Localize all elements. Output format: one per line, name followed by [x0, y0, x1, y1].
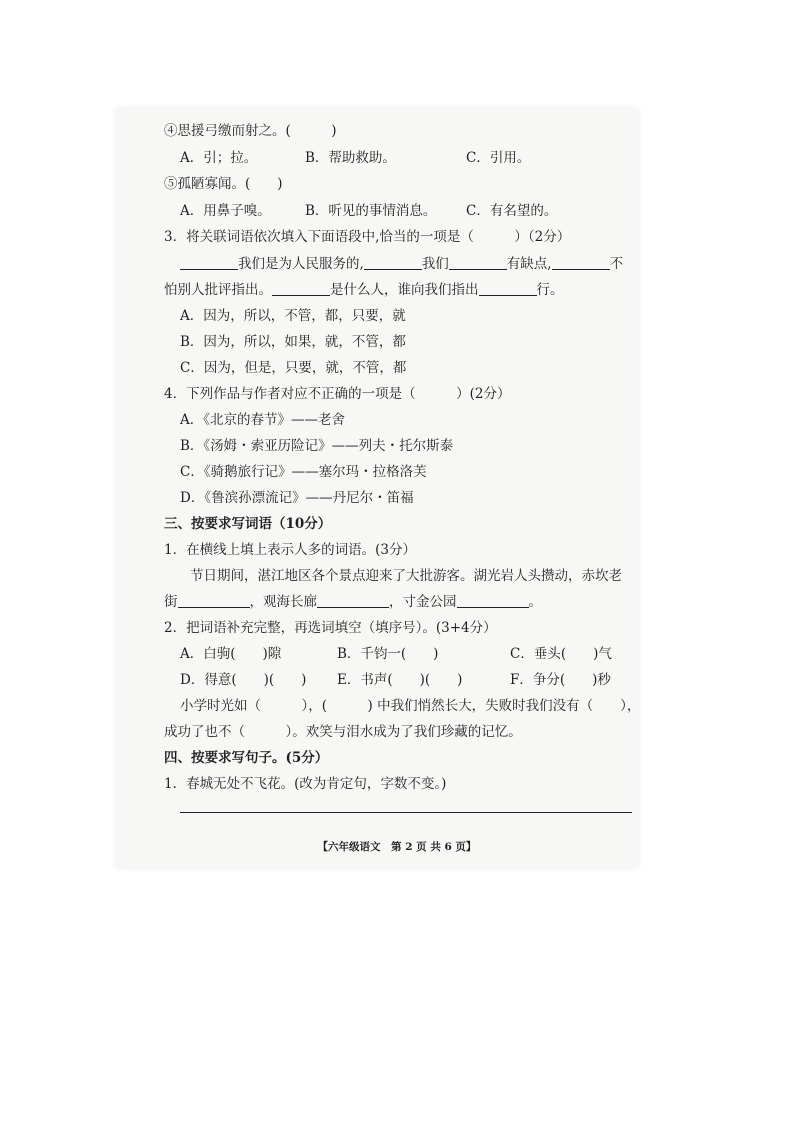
question-3-option-a: A．因为，所以，不管，都，只要，就	[180, 308, 406, 324]
section-3-q1-passage-1: 节日期间，湛江地区各个景点迎来了大批游客。湖光岩人头攒动，赤坎老	[190, 568, 622, 584]
question-4-option-a: A．《北京的春节》——老舍	[180, 412, 345, 428]
blank[interactable]	[272, 281, 330, 296]
passage-text: ，观海长廊	[249, 594, 317, 610]
question-sixian-option-b: B．帮助救助。	[305, 150, 396, 166]
question-sixian-option-a: A．引；拉。	[180, 150, 258, 166]
question-gulou-prompt: ⑤孤陋寡闻。( )	[164, 176, 283, 192]
blank[interactable]	[180, 255, 238, 270]
idiom-option-d: D．得意( )( )	[180, 672, 307, 688]
section-3-q1-passage-2	[164, 593, 542, 611]
passage-text: 有缺点,	[506, 256, 552, 272]
passage-text: 。	[528, 594, 542, 610]
answer-line[interactable]	[180, 812, 632, 813]
question-4-option-d: D．《鲁滨孙漂流记》——丹尼尔・笛福	[180, 490, 414, 506]
passage-text: 我们	[421, 256, 449, 272]
blank[interactable]	[364, 255, 422, 270]
question-4-option-c: C．《骑鹅旅行记》——塞尔玛・拉格洛芙	[180, 464, 427, 480]
section-4-heading: 四、按要求写句子。(5分）	[164, 750, 329, 766]
passage-text: 行。	[536, 282, 564, 298]
blank[interactable]	[449, 255, 507, 270]
passage-text: 怕别人批评指出。	[164, 282, 272, 298]
idiom-option-b: B．千钧一( )	[337, 646, 439, 662]
passage-text: 我们是为人民服务的,	[238, 256, 364, 272]
section-3-q2-sentence-2: 成功了也不（ ）。欢笑与泪水成为了我们珍藏的记忆。	[164, 724, 522, 740]
question-gulou-option-b: B．听见的事情消息。	[305, 203, 437, 219]
blank[interactable]	[457, 593, 529, 608]
section-3-heading: 三、按要求写词语（10分）	[164, 516, 332, 532]
question-3-passage-line-2	[164, 281, 564, 299]
idiom-option-e: E．书声( )( )	[337, 672, 463, 688]
blank[interactable]	[317, 593, 389, 608]
question-3-passage-line-1	[180, 255, 623, 273]
question-gulou-option-a: A．用鼻子嗅。	[180, 203, 271, 219]
section-3-q2-sentence-1: 小学时光如（ ），( ) 中我们悄然长大，失败时我们没有（ ），	[180, 698, 641, 714]
section-4-q1-prompt: 1．春城无处不飞花。(改为肯定句，字数不变。)	[164, 776, 447, 792]
question-4-option-b: B．《汤姆・索亚历险记》——列夫・托尔斯泰	[180, 438, 454, 454]
blank[interactable]	[178, 593, 250, 608]
question-3-prompt: 3．将关联词语依次填入下面语段中,恰当的一项是（ ）（2分）	[164, 229, 571, 245]
passage-text: ，寸金公园	[389, 594, 457, 610]
passage-text: 街	[164, 594, 178, 610]
idiom-option-a: A．白驹( )隙	[180, 646, 282, 662]
page-footer: 【六年级语文 第 2 页 共 6 页】	[317, 841, 477, 853]
idiom-option-c: C．垂头( )气	[510, 646, 612, 662]
passage-text: 不	[609, 256, 624, 272]
section-3-q2-prompt: 2．把词语补充完整，再选词填空（填序号）。(3+4分）	[164, 620, 497, 636]
passage-text: 是什么人，谁向我们指出	[330, 282, 479, 298]
question-3-option-c: C．因为，但是，只要，就，不管，都	[180, 360, 407, 376]
section-3-q1-prompt: 1．在横线上填上表示人多的词语。(3分）	[164, 542, 416, 558]
question-sixian-prompt: ④思援弓缴而射之。( )	[164, 123, 337, 139]
question-4-prompt: 4．下列作品与作者对应不正确的一项是（ ）(2分）	[164, 386, 511, 402]
question-3-option-b: B．因为，所以，如果，就，不管，都	[180, 334, 406, 350]
idiom-option-f: F．争分( )秒	[510, 672, 611, 688]
question-sixian-option-c: C．引用。	[466, 150, 531, 166]
question-gulou-option-c: C．有名望的。	[466, 203, 558, 219]
blank[interactable]	[552, 255, 610, 270]
blank[interactable]	[479, 281, 537, 296]
